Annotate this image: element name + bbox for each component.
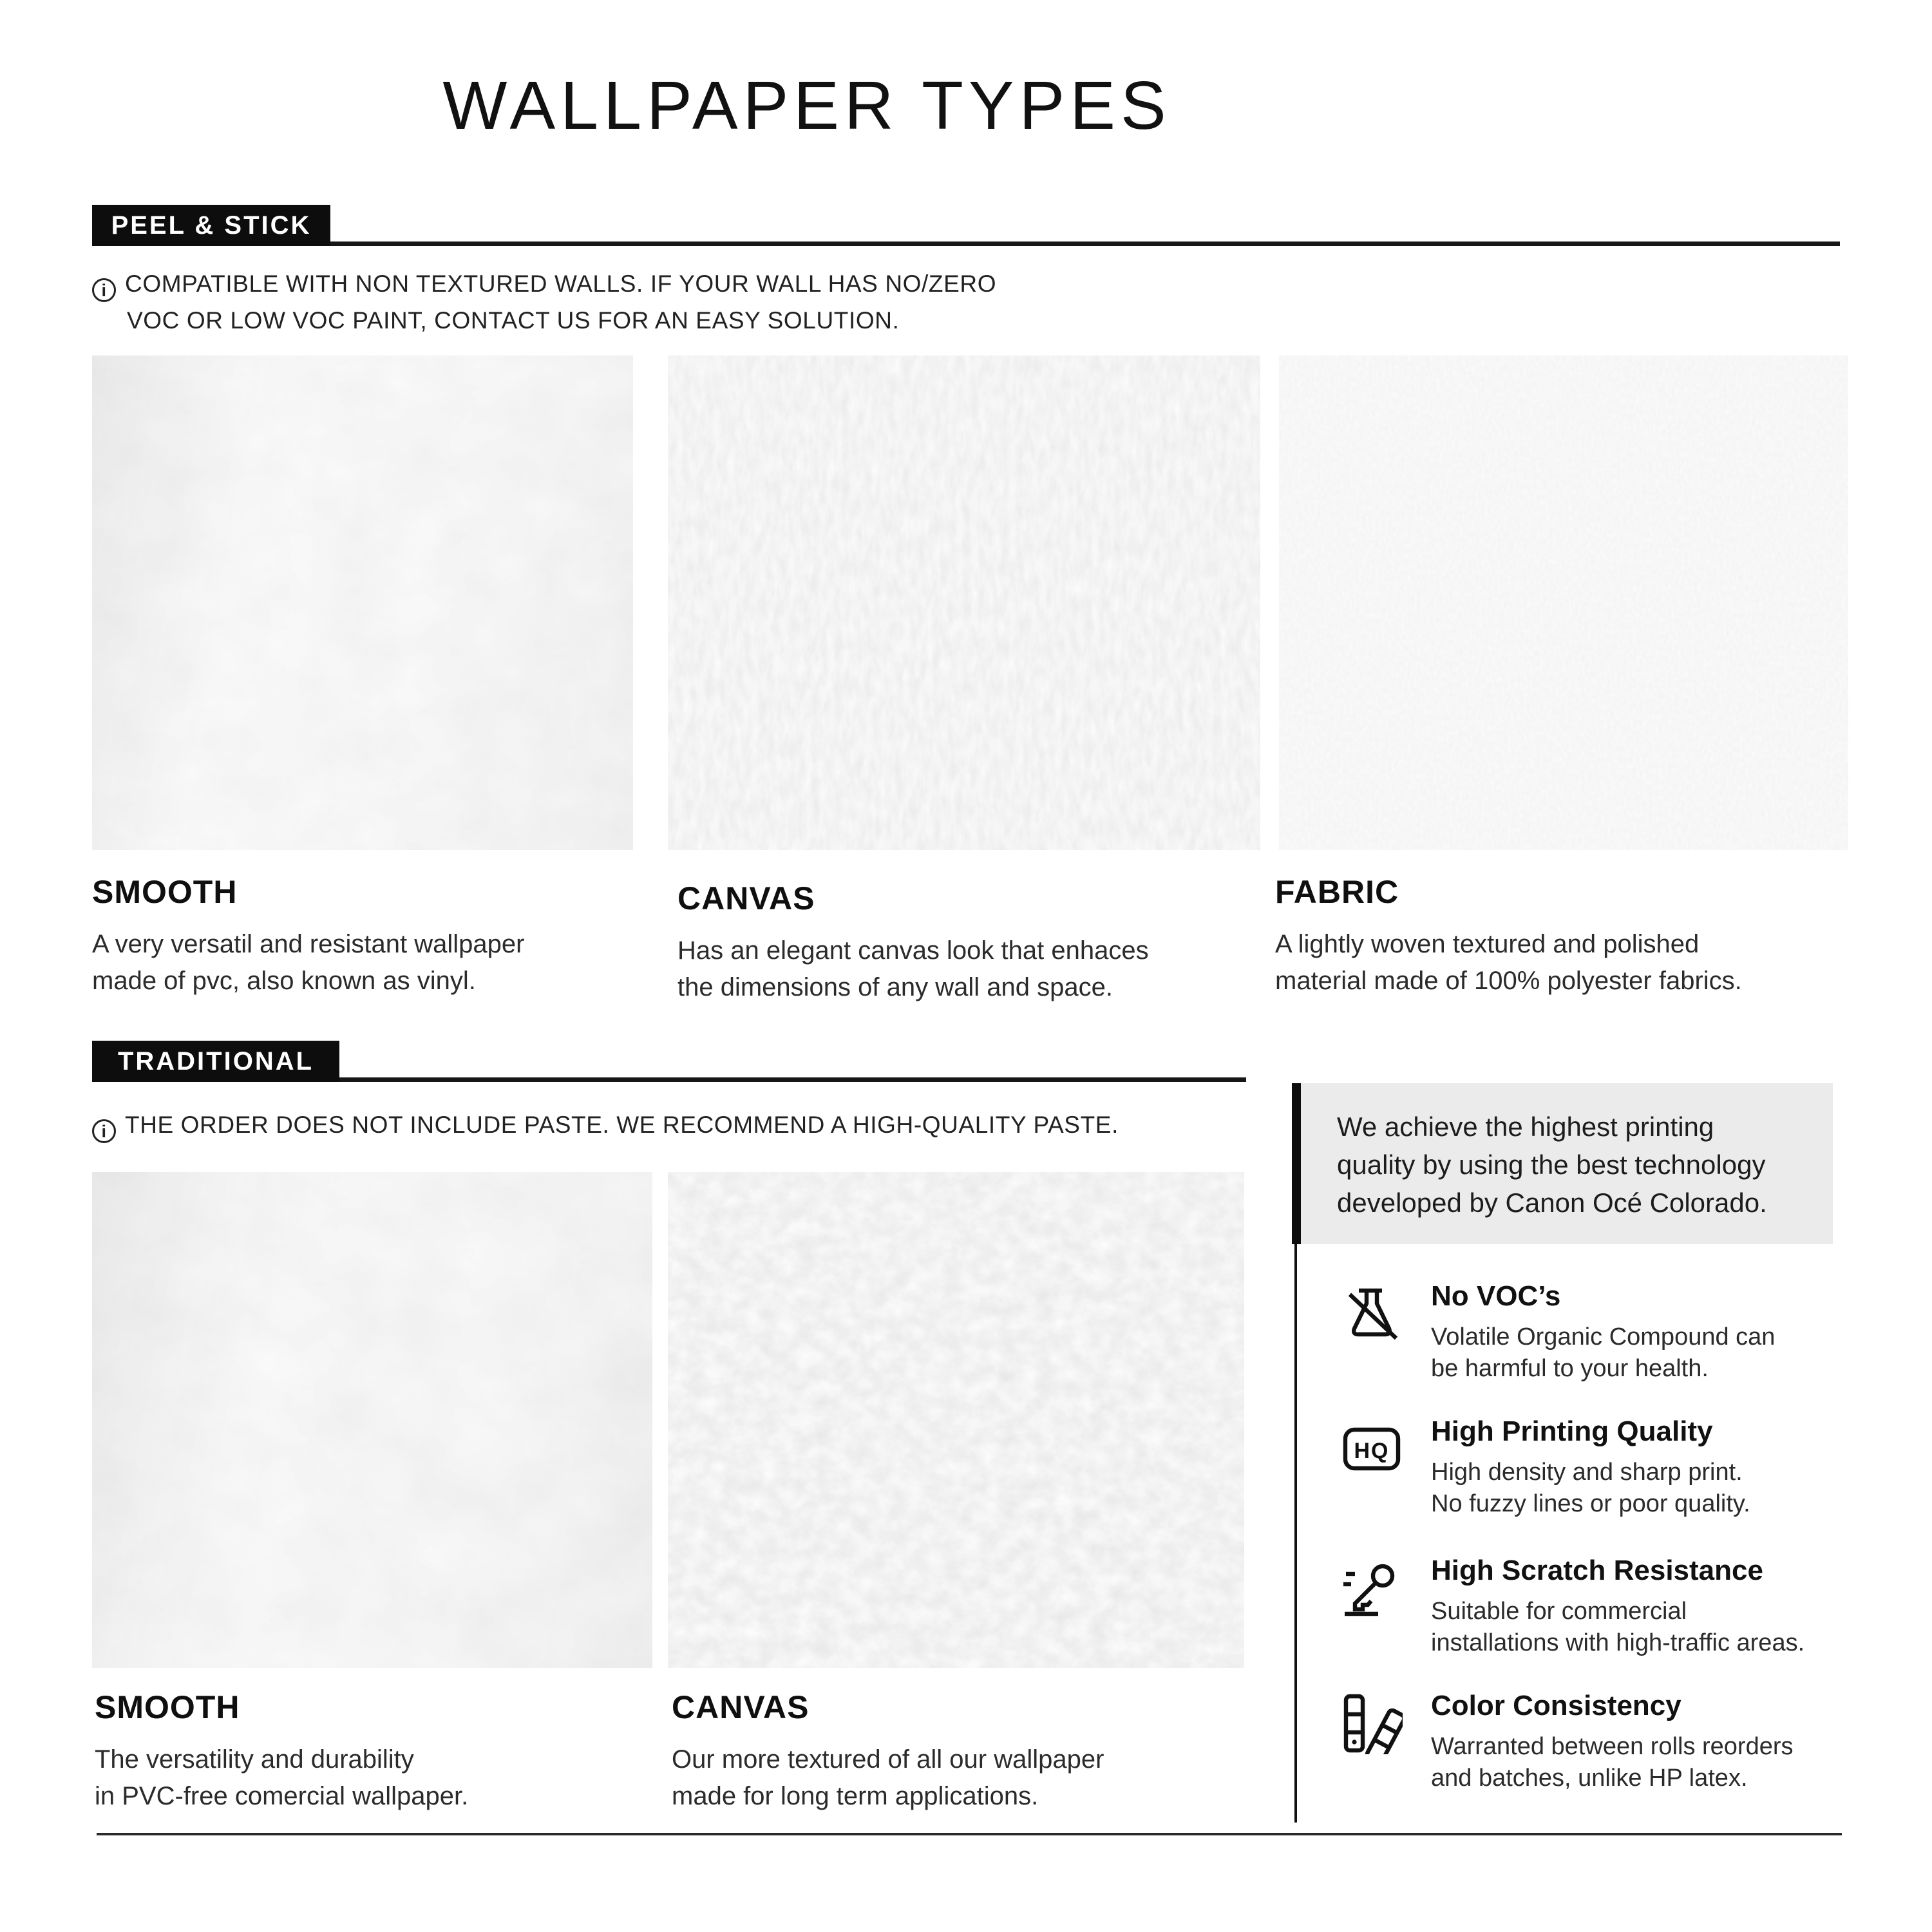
swatch-name: CANVAS <box>672 1689 810 1725</box>
peel-stick-canvas-label <box>677 880 1149 1006</box>
feature-text <box>1431 1416 1750 1520</box>
traditional-note <box>92 1106 1119 1143</box>
swatch-desc-line1: A lightly woven textured and polished <box>1275 930 1700 958</box>
printing-quality-callout <box>1292 1083 1833 1244</box>
callout-line1: We achieve the highest printing <box>1337 1112 1714 1142</box>
page-title: WALLPAPER TYPES <box>442 68 1171 144</box>
traditional-smooth-label <box>95 1689 468 1815</box>
feature-text <box>1431 1555 1804 1659</box>
peel-stick-canvas-swatch-image <box>668 355 1260 850</box>
swatch-desc-line1: The versatility and durability <box>95 1745 414 1774</box>
traditional-note-line1 <box>92 1106 1119 1143</box>
footer-rule <box>97 1833 1842 1835</box>
peel-stick-badge: PEEL & STICK <box>92 205 330 246</box>
feature-high-scratch-resistance <box>1341 1555 1908 1659</box>
feature-desc-line2: installations with high-traffic areas. <box>1431 1629 1805 1656</box>
traditional-canvas-label <box>672 1689 1104 1815</box>
swatch-desc-line2: made for long term applications. <box>672 1782 1039 1810</box>
no-voc-flask-icon <box>1341 1280 1403 1385</box>
swatch-desc-line2: the dimensions of any wall and space. <box>677 973 1113 1001</box>
swatch-desc-line1: A very versatil and resistant wallpaper <box>92 930 525 958</box>
hq-stamp-icon <box>1341 1416 1403 1520</box>
feature-desc-line1: Volatile Organic Compound can <box>1431 1323 1776 1350</box>
feature-high-printing-quality <box>1341 1416 1908 1520</box>
swatch-lighting-shade <box>92 355 633 850</box>
swatch-desc-line2: made of pvc, also known as vinyl. <box>92 967 476 995</box>
note-text: THE ORDER DOES NOT INCLUDE PASTE. WE RECOMMEND A HIGH-QUALITY PASTE. <box>125 1112 1119 1138</box>
callout-line3: developed by Canon Océ Colorado. <box>1337 1188 1767 1218</box>
traditional-canvas-swatch-image <box>668 1172 1244 1668</box>
feature-desc-line1: Suitable for commercial <box>1431 1598 1687 1625</box>
feature-color-consistency <box>1341 1690 1908 1794</box>
peel-stick-fabric-swatch-image <box>1279 355 1848 850</box>
feature-desc-line1: Warranted between rolls reorders <box>1431 1733 1794 1760</box>
swatch-name: SMOOTH <box>92 874 238 910</box>
feature-title: Color Consistency <box>1431 1690 1681 1721</box>
hq-icon-letters: HQ <box>1354 1439 1390 1463</box>
color-swatchbook-icon <box>1341 1690 1403 1794</box>
traditional-badge: TRADITIONAL <box>92 1041 339 1082</box>
key-scratch-icon <box>1341 1555 1403 1659</box>
swatch-name: FABRIC <box>1275 874 1399 910</box>
swatch-desc-line1: Our more textured of all our wallpaper <box>672 1745 1104 1774</box>
peel-stick-smooth-swatch-image <box>92 355 633 850</box>
feature-desc-line2: and batches, unlike HP latex. <box>1431 1765 1748 1792</box>
peel-stick-note-line2: VOC OR LOW VOC PAINT, CONTACT US FOR AN EASY SOLUTION. <box>127 307 900 334</box>
swatch-desc-line2: in PVC-free comercial wallpaper. <box>95 1782 469 1810</box>
info-icon: i <box>92 278 116 302</box>
info-icon: i <box>92 1119 116 1143</box>
feature-text <box>1431 1280 1775 1385</box>
swatch-desc-line2: material made of 100% polyester fabrics. <box>1275 967 1742 995</box>
feature-title: High Printing Quality <box>1431 1416 1713 1447</box>
feature-desc-line1: High density and sharp print. <box>1431 1459 1743 1486</box>
swatch-name: SMOOTH <box>95 1689 240 1725</box>
feature-desc-line2: be harmful to your health. <box>1431 1355 1709 1382</box>
feature-title: High Scratch Resistance <box>1431 1555 1763 1586</box>
callout-line2: quality by using the best technology <box>1337 1150 1766 1180</box>
swatch-lighting-shade <box>92 1172 652 1668</box>
feature-desc-line2: No fuzzy lines or poor quality. <box>1431 1490 1750 1517</box>
peel-stick-section-rule <box>92 242 1840 246</box>
peel-stick-smooth-label <box>92 873 524 999</box>
note-text: COMPATIBLE WITH NON TEXTURED WALLS. IF YOUR WALL HAS NO/ZERO <box>125 270 997 297</box>
peel-stick-fabric-label <box>1275 873 1742 999</box>
peel-stick-note-line1 <box>92 265 996 302</box>
swatch-name: CANVAS <box>677 880 815 916</box>
peel-stick-note <box>92 265 996 339</box>
feature-title: No VOC’s <box>1431 1280 1561 1312</box>
swatch-desc-line1: Has an elegant canvas look that enhaces <box>677 936 1149 965</box>
feature-text <box>1431 1690 1794 1794</box>
feature-no-vocs <box>1341 1280 1908 1385</box>
traditional-smooth-swatch-image <box>92 1172 652 1668</box>
